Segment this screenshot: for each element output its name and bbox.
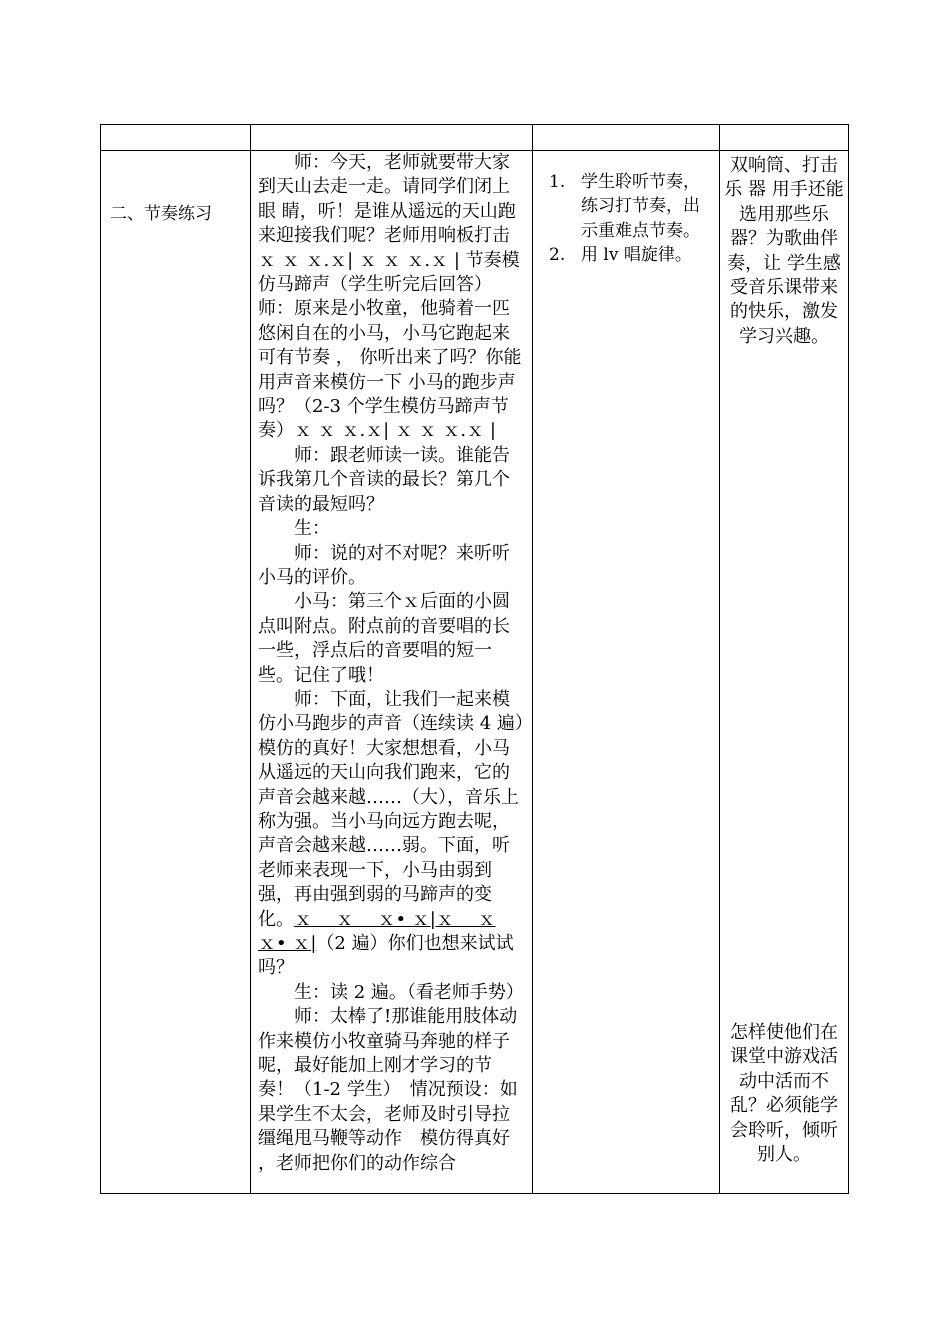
narration	[251, 151, 532, 1176]
narration-text: （2 遍）你们也想来试试吗？	[258, 933, 514, 979]
narration-cell	[251, 151, 533, 1194]
design-note: 双响筒、打击乐 器 用手还能选用那些乐器？为歌曲伴奏，让 学生感受音乐课带来的快乐，激发学习兴趣。	[724, 155, 844, 347]
narration-paragraph: 生：	[294, 518, 330, 540]
narration-paragraph: 师：说的对不对呢？来听听小马的评价。	[258, 542, 510, 588]
list-number: 2.	[549, 245, 566, 266]
student-activity-list	[533, 151, 719, 268]
header-cell-3	[533, 125, 720, 151]
narration-paragraph: 师：原来是小牧童，他骑着一匹悠闲自在的小马，小马它跑起来可有节奏 ， 你听出来了吗？你能用声音来模仿一下 小马的跑步声吗？（2-3 个学生模仿马蹄声节奏）ｘ ｘ ｘ.ｘ| ｘ ｘ ｘ.ｘ |	[258, 298, 522, 442]
narration-paragraph: 师：太棒了!那谁能用肢体动作来模仿小牧童骑马奔驰的样子呢，最好能加上刚才学习的节奏！（1-2 学生） 情况预设：如果学生不太会，老师及时引导拉缰绳甩马鞭等动作 模仿得真好 ，老师把你们的动作综合	[258, 1006, 518, 1174]
list-number: 1.	[549, 172, 566, 192]
section-cell	[101, 151, 251, 1194]
narration-paragraph: 师：跟老师读一读。谁能告诉我第几个音读的最长？第几个音读的最短吗？	[258, 444, 510, 515]
list-item	[549, 243, 715, 267]
list-text: 学生聆听节奏，练习打节奏，出示重难点节奏。	[581, 172, 700, 241]
header-cell-1	[101, 125, 251, 151]
narration-paragraph: 师：今天，老师就要带大家到天山去走一走。请同学们闭上眼 睛，听！是谁从遥远的天山跑来迎接我们呢？老师用响板打击ｘ ｘ ｘ.ｘ| ｘ ｘ ｘ.ｘ | 节奏模仿马蹄声（学生听完后回答）	[258, 152, 520, 296]
list-item	[549, 170, 715, 243]
rhythm-practice-row	[101, 151, 849, 1194]
list-text: 用 lv 唱旋律。	[581, 245, 692, 266]
narration-paragraph: 生：读 2 遍。（看老师手势）	[294, 981, 524, 1003]
rhythm-notation: ｘ• ｘ|	[258, 933, 317, 954]
header-cell-4	[720, 125, 849, 151]
narration-paragraph: 小马：第三个ｘ后面的小圆点叫附点。附点前的音要唱的长一些，浮点后的音要唱的短一些。记住了哦！	[258, 591, 510, 686]
narration-paragraph	[258, 688, 526, 981]
lesson-plan-table	[100, 124, 849, 1194]
header-row	[101, 125, 849, 151]
rhythm-notation: ｘ ｘ ｘ• ｘ|ｘ ｘ	[294, 908, 496, 930]
design-note: 怎样使他们在课堂中游戏活 动中活而不乱？必须能学会聆听，倾听别人。	[730, 1022, 838, 1166]
design-intent-cell	[720, 151, 849, 1194]
design-notes	[720, 151, 848, 1193]
student-activity-cell	[533, 151, 720, 1194]
header-cell-2	[251, 125, 533, 151]
section-title: 二、节奏练习	[110, 204, 212, 224]
narration-text: 师：下面，让我们一起来模仿小马跑步的声音（连续读 4 遍）模仿的真好！大家想想看，小马从遥远的天山向我们跑来，它的声音会越来越……（大），音乐上称为强。当小马向远方跑去呢，声音会越来越……弱。下面，听老师来表现一下，小马由弱到强，再由强到弱的马蹄声的变化。	[258, 688, 524, 930]
